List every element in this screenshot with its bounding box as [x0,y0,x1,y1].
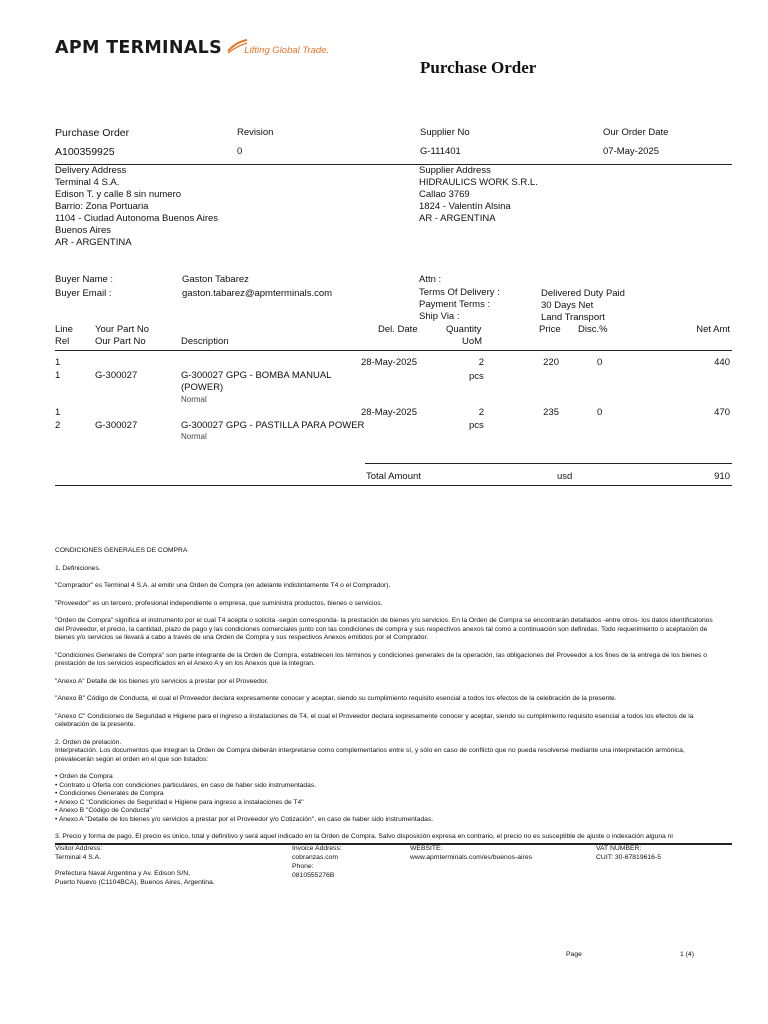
ship-via-label: Ship Via : [419,311,460,322]
conditions-title: CONDICIONES GENERALES DE COMPRA [55,547,188,554]
col-net-amt: Net Amt [696,324,730,335]
delivery-address: Delivery Address Terminal 4 S.A. Edison T. y calle 8 sin numero Barrio: Zona Portuaria 1104 - Ciudad Autonoma Buenos Aires Buenos Aires AR - ARGENTINA [55,165,219,248]
order-date-value: 07-May-2025 [603,146,659,157]
footer-vat: VAT NUMBER: CUIT: 30-67819616-5 [596,845,661,861]
page-number: 1 (4) [680,951,694,958]
item-uom: pcs [469,420,484,431]
delivery-terms-label: Terms Of Delivery : [419,287,500,298]
attn-label: Attn : [419,274,442,285]
col-del-date: Del. Date [378,324,418,335]
item-net: 470 [714,407,730,418]
item-del-date: 28-May-2025 [361,407,417,418]
col-description: Description [181,336,229,347]
apm-logo [55,38,329,58]
payment-terms-label: Payment Terms : [419,299,491,310]
page-label: Page [566,951,582,958]
ship-via-value: Land Transport [541,312,605,323]
item-rel: 1 [55,370,61,381]
item-uom: pcs [469,371,484,382]
item-desc: G-300027 GPG - PASTILLA PARA POWER [181,420,365,431]
supplier-no-value: G-111401 [420,146,461,157]
delivery-terms-value: Delivered Duty Paid [541,288,625,299]
item-qty: 2 [478,407,484,418]
item-note: Normal [181,395,207,404]
item-rel: 2 [55,420,61,431]
item-part: G-300027 [95,420,138,431]
item-price: 220 [543,357,559,368]
footer-website: WEBSITE: www.apmterminals.com/es/buenos-aires [410,845,533,861]
item-note: Normal [181,432,207,441]
payment-terms-value: 30 Days Net [541,300,594,311]
col-our-part: Our Part No [95,336,146,347]
supplier-address: Supplier Address HIDRAULICS WORK S.R.L. Callao 3769 1824 - Valentín Alsina AR - ARGENTINA [419,165,538,224]
col-quantity: Quantity [446,324,482,335]
table-header-divider [55,350,732,351]
col-your-part: Your Part No [95,324,150,335]
item-disc: 0 [597,357,603,368]
revision-value: 0 [237,146,243,157]
item-line: 1 [55,407,61,418]
col-disc: Disc.% [578,324,608,335]
buyer-name: Gaston Tabarez [182,274,249,285]
item-price: 235 [543,407,559,418]
total-divider-bottom [55,485,732,486]
item-desc: G-300027 GPG - BOMBA MANUAL [181,370,332,381]
col-uom: UoM [462,336,483,347]
po-number: A100359925 [55,146,115,158]
item-part: G-300027 [95,370,138,381]
brand-name: APM TERMINALS [55,38,223,58]
buyer-email-label: Buyer Email : [55,288,112,299]
total-value: 910 [714,471,730,482]
total-currency: usd [557,471,573,482]
conditions-section: CONDICIONES GENERALES DE COMPRA 1. Definiciones. "Comprador" es Terminal 4 S.A. al emitir una Orden de Compra (en adelante indistintamente T4 o el Comprador). "Proveedor" es un tercero, profesional independiente o empresa, que suministra productos, bienes o servicios. "Orden de Compra" significa el instrumento por el cual T4 acepta o solicita -según corresponda- la prestación de bienes y/o servicios. En la Orden de Compra se encontrarán detallados -entre otros- los datos identificatorios del Proveedor, el precio, la cantidad, plazo de pago y las condiciones comerciales junto con las condiciones de compra y sus respectivos anexos tal como a continuación son definidas. Todo requerimiento o aceptación de bienes y/o servicios se llevará a cabo a través de una Orden de Compra y sus respectivos Anexos emitidos por el Comprador. "Condiciones Generales de Compra" son parte integrante de la Orden de Compra, establecen los términos y condiciones generales de la operación, las obligaciones del Proveedor a los fines de la entrega de los bienes o prestación de los servicios especificados en el Anexo A y en los Anexos que la integran. "Anexo A" Detalle de los bienes y/o servicios a prestar por el Proveedor. "Anexo B" Código de Conducta, el cual el Proveedor declara expresamente conocer y aceptar, siendo su cumplimiento requisito esencial a todos los efectos de la celebración de la presente. "Anexo C" Condiciones de Seguridad e Higiene para el ingreso a instalaciones de T4, el cual el Proveedor declara expresamente conocer y aceptar, siendo su cumplimiento requisito esencial a todos los efectos de la celebración de la presente. 2. Orden de prelación. Interpretación. Los documentos que integran la Orden de Compra deberán interpretarse como complementarios entre sí, y sólo en caso de conflicto que no pueda resolverse mediante una interpretación armónica, prevalecerán según el orden en el que son listados: • Orden de Compra • Contrato u Oferta con condiciones particulares, en caso de haber sido instrumentadas. • Condiciones Generales de Compra • Anexo C "Condiciones de Seguridad e Higiene para ingreso a instalaciones de T4" • Anexo B "Código de Conducta" • Anexo A "Detalle de los bienes y/o servicios a prestar por el Proveedor y/o Cotización", en caso de haber sido instrumentadas. 3. Precio y forma de pago. El precio es único, total y definitivo y será aquel indicado en la Orden de Compra. Salvo disposición expresa en contrario, el precio no es susceptible de ajuste o indexación alguna ni [55,547,715,851]
col-line: Line [55,324,73,335]
item-qty: 2 [478,357,484,368]
order-date-label: Our Order Date [603,127,669,138]
footer-visitor: Visitor Address: Terminal 4 S.A. Prefectura Naval Argentina y Av. Edison S/N, Puerto Nuevo (C1104BCA), Buenos Aires, Argentina. [55,845,215,886]
item-del-date: 28-May-2025 [361,357,417,368]
revision-label: Revision [237,127,274,138]
col-rel: Rel [55,336,70,347]
total-label: Total Amount [366,471,421,482]
po-label: Purchase Order [55,127,130,139]
item-disc: 0 [597,407,603,418]
buyer-name-label: Buyer Name : [55,274,114,285]
item-desc-2: (POWER) [181,382,224,393]
total-divider-top [365,463,732,464]
item-net: 440 [714,357,730,368]
item-line: 1 [55,357,61,368]
buyer-email: gaston.tabarez@apmterminals.com [182,288,333,299]
col-price: Price [539,324,561,335]
footer-invoice: Invoice Address: cobranzas.com Phone: 0810555276B [292,845,342,879]
document-title: Purchase Order [420,58,537,77]
supplier-no-label: Supplier No [420,127,470,138]
brand-tagline: Lifting Global Trade. [244,45,330,56]
